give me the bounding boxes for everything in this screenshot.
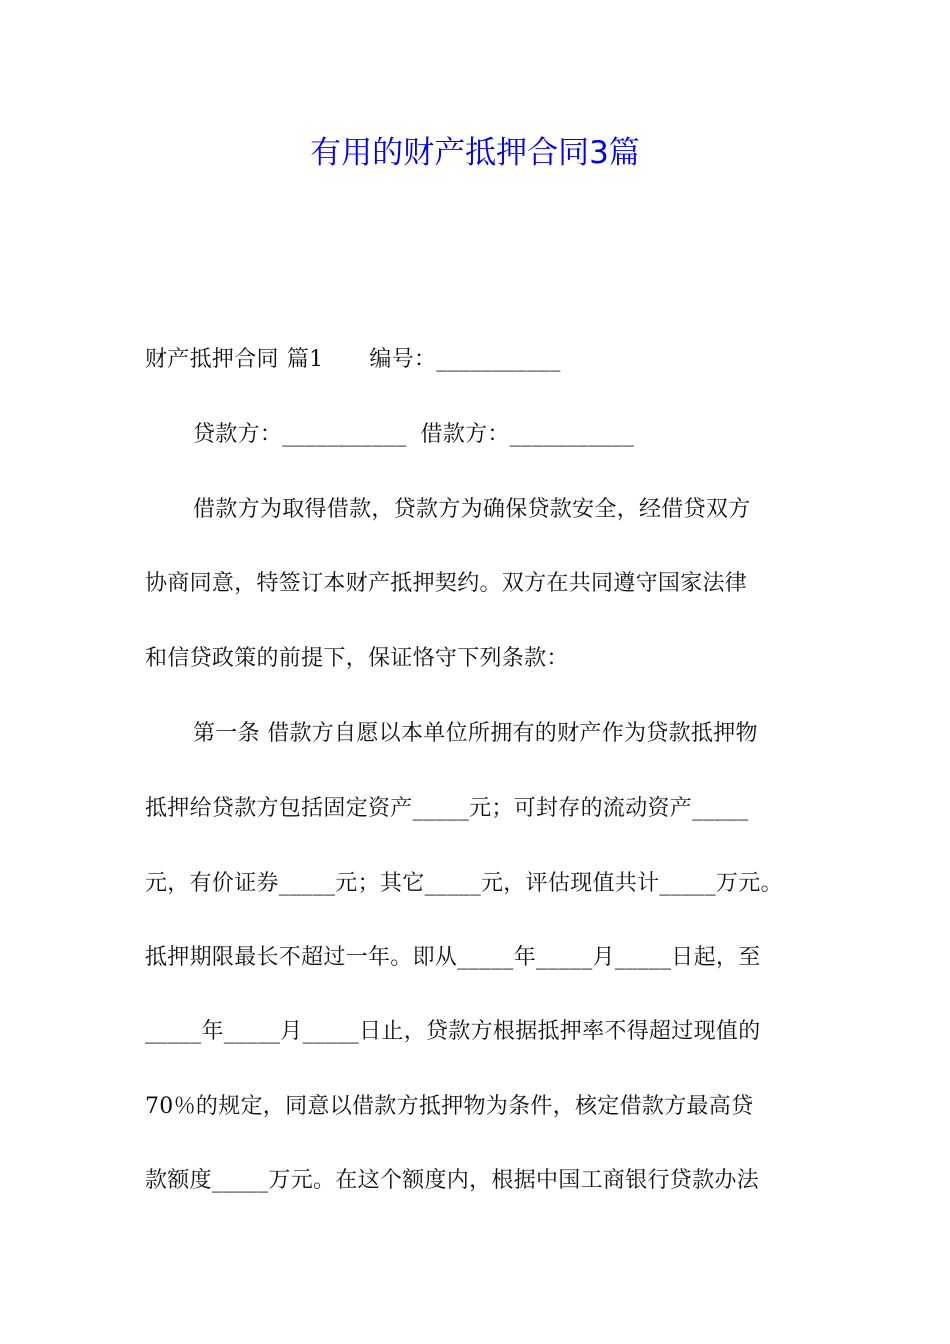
- paragraph-line: 协商同意，特签订本财产抵押契约。双方在共同遵守国家法律: [145, 571, 748, 596]
- borrower-label: 借款方：: [420, 422, 510, 447]
- serial-blank: ___________: [436, 347, 561, 372]
- section-number: 篇1: [286, 347, 324, 372]
- borrower-blank: ___________: [509, 422, 635, 447]
- section-heading-line: [145, 340, 825, 380]
- lender-blank: ___________: [282, 422, 407, 447]
- paragraph-line: _____年_____月_____日止，贷款方根据抵押率不得超过现值的: [145, 1019, 761, 1044]
- paragraph-line: 抵押给贷款方包括固定资产_____元；可封存的流动资产_____: [145, 796, 749, 821]
- paragraph-line: 抵押期限最长不超过一年。即从_____年_____月_____日起，至: [145, 945, 761, 970]
- paragraph-line: 元，有价证券_____元；其它_____元，评估现值共计_____万元。: [145, 871, 783, 896]
- parties-line: [193, 415, 825, 455]
- lender-label: 贷款方：: [193, 422, 283, 447]
- serial-label: 编号：: [369, 347, 437, 372]
- paragraph-line: 借款方为取得借款，贷款方为确保贷款安全，经借贷双方: [193, 497, 751, 522]
- document-title: 有用的财产抵押合同3篇: [310, 135, 640, 171]
- paragraph-line: 70％的规定，同意以借款方抵押物为条件，核定借款方最高贷: [145, 1094, 754, 1119]
- paragraph-line: 和信贷政策的前提下，保证恪守下列条款：: [145, 646, 569, 671]
- paragraph-line: 第一条 借款方自愿以本单位所拥有的财产作为贷款抵押物: [193, 721, 758, 746]
- section-heading: 财产抵押合同: [145, 347, 279, 372]
- paragraph-line: 款额度_____万元。在这个额度内，根据中国工商银行贷款办法: [145, 1168, 760, 1193]
